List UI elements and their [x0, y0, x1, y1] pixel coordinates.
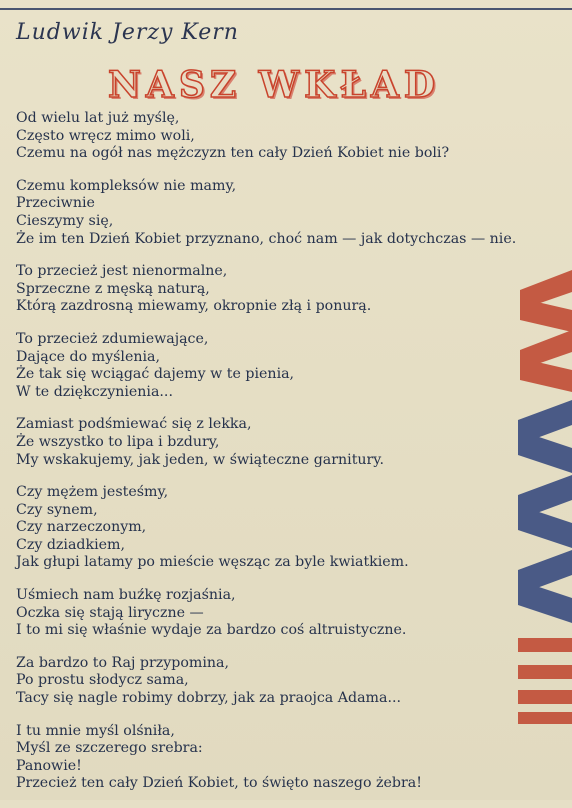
- poem-stanza: [16, 587, 561, 640]
- poem-line: Czemu kompleksów nie mamy,: [16, 177, 237, 194]
- poem-stanza: [16, 178, 561, 248]
- poem-line: Że tak się wciągać dajemy w te pienia,: [16, 366, 295, 383]
- decorative-chevron-graphic: [510, 270, 572, 730]
- poem-line: Czy narzeczonym,: [16, 519, 147, 536]
- poem-body: [16, 110, 561, 808]
- poem-line: Czy mężem jesteśmy,: [16, 484, 169, 501]
- poem-line: Po prostu słodycz sama,: [16, 672, 189, 689]
- poem-line: Cieszymy się,: [16, 212, 114, 229]
- poem-line: Którą zazdrosną miewamy, okropnie złą i ponurą.: [16, 298, 372, 315]
- poem-stanza: [16, 416, 561, 469]
- poem-line: Uśmiech nam buźkę rozjaśnia,: [16, 587, 236, 604]
- blue-chevron-6: [518, 580, 572, 623]
- poem-line: My wskakujemy, jak jeden, w świąteczne garnitury.: [16, 451, 384, 468]
- poem-stanza: [16, 110, 561, 163]
- poem-line: Czemu na ogół nas mężczyzn ten cały Dzień Kobiet nie boli?: [16, 145, 450, 162]
- poem-stanza: [16, 723, 561, 793]
- poem-line: Panowie!: [16, 757, 82, 774]
- poem-line: Przeciwnie: [16, 195, 95, 212]
- poem-line: Zamiast podśmiewać się z lekka,: [16, 416, 252, 433]
- poem-line: To przecież jest nienormalne,: [16, 263, 228, 280]
- chevron-graphic-icon: [510, 270, 572, 730]
- poem-line: Czy synem,: [16, 501, 98, 518]
- poem-line: Od wielu lat już myślę,: [16, 110, 180, 126]
- red-stripe-2: [518, 665, 572, 679]
- poem-line: Myśl ze szczerego srebra:: [16, 740, 203, 757]
- red-chevron-2: [520, 298, 572, 332]
- poem-line: Za bardzo to Raj przypomina,: [16, 654, 229, 671]
- poem-line: W te dziękczynienia...: [16, 383, 173, 400]
- poem-line: Oczka się stają liryczne —: [16, 604, 204, 621]
- poem-stanza: [16, 484, 561, 572]
- blue-chevron-2: [518, 430, 572, 473]
- poem-line: Czy dziadkiem,: [16, 536, 125, 553]
- poem-title: NASZ WKŁAD: [108, 64, 441, 106]
- poem-line: To przecież zdumiewające,: [16, 330, 209, 347]
- poem-stanza: [16, 331, 561, 401]
- poem-line: Że wszystko to lipa i bzdury,: [16, 433, 220, 450]
- poem-line: Sprzeczne z męską naturą,: [16, 280, 210, 297]
- top-rule: [0, 8, 572, 10]
- red-stripe-4: [518, 712, 572, 724]
- poem-line: Jak głupi latamy po mieście węsząc za byle kwiatkiem.: [16, 554, 409, 571]
- poem-line: Dające do myślenia,: [16, 348, 161, 365]
- red-stripe-1: [518, 638, 572, 652]
- poem-line: Że im ten Dzień Kobiet przyznano, choć nam — jak dotychczas — nie.: [16, 230, 517, 247]
- blue-chevron-4: [518, 505, 572, 548]
- poem-line: I tu mnie myśl olśniła,: [16, 722, 175, 739]
- red-chevron-4: [520, 358, 572, 392]
- poem-line: Często wręcz mimo woli,: [16, 127, 195, 144]
- poem-stanza: [16, 263, 561, 316]
- red-stripe-3: [518, 690, 572, 704]
- poem-line: I to mi się właśnie wydaje za bardzo coś altruistyczne.: [16, 622, 407, 639]
- poem-line: Tacy się nagle robimy dobrzy, jak za praojca Adama...: [16, 690, 401, 707]
- poem-stanza: [16, 655, 561, 708]
- author-name: Ludwik Jerzy Kern: [16, 20, 239, 45]
- poem-line: Przecież ten cały Dzień Kobiet, to święto naszego żebra!: [16, 775, 422, 792]
